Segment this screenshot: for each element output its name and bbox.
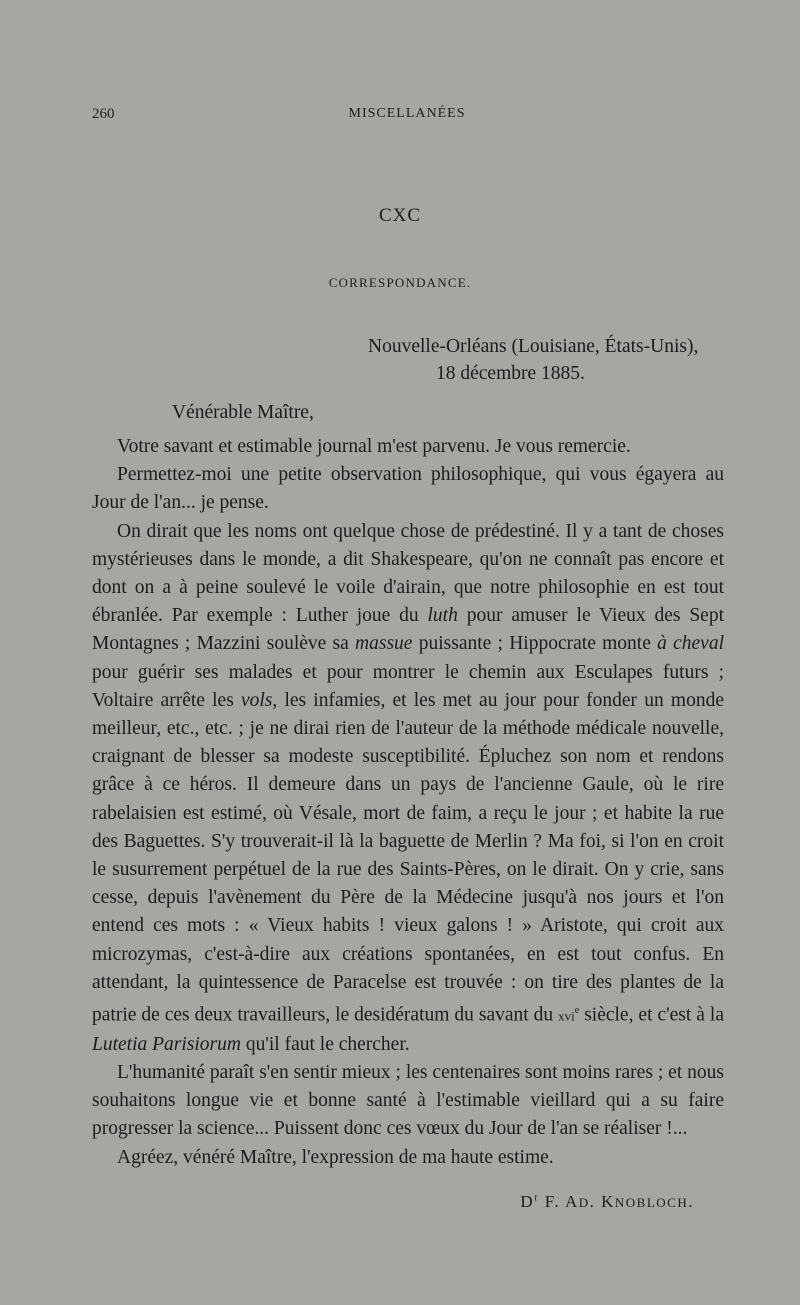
section-title: CORRESPONDANCE. [328,275,472,290]
century-numeral: xvi [558,1008,575,1024]
paragraph: Permettez-moi une petite observation philosophique, qui vous égayera au Jour de l'an... je pense. [92,464,724,514]
italic-word: vols [240,689,273,711]
text-run: , les infamies, et les met au jour pour fonder un monde meilleur, etc., etc. ; je ne dirai rien de l'auteur de la méthode médicale nouvelle, craignant de blesser sa modeste susceptibilité. Épluchez son nom et rendons grâce à ce héros. Il demeure dans un pays de l'ancienne Gaule, où le rire rabelaisien est estimé, où Vésale, mort de faim, a reçu le jour ; et habite la rue des Baguettes. S'y trouverait-il là la baguette de Merlin ? Ma foi, si l'on en croit le susurrement perpétuel de la rue des Saints-Pères, on le dirait. On y crie, sans cesse, depuis l'avènement du Père de la Médecine jusqu'à nos jours et l'on entend ces mots : « Vieux habits ! vieux galons ! » Aristote, qui croit aux microzymas, c'est-à-dire aux créations spontanées, en est tout confus. En attendant, la quintessence de Paracelse est trouvée : on tire des plantes de la patrie de ces deux travailleurs, le desidératum du savant du [92,689,724,1026]
dateline [368,333,698,387]
text-run: On dirait que les noms ont quelque chose de prédestiné. Il y a tant de choses mystérieuses dans le monde, a dit Shakespeare, qu'on ne connaît pas encore et dont on a à peine soulevé le voile d'airain, que notre philosophie en est tout ébranlée. Par exemple : Luther joue du [92,520,724,627]
signature-k: K [601,1192,615,1211]
century-superscript: e [574,1005,580,1017]
letter-body [92,433,724,1172]
paragraph [92,518,724,1059]
section-number: CXC [378,205,422,226]
signature-title-sup: r [534,1192,540,1204]
italic-word: luth [427,605,458,627]
signature [520,1192,694,1212]
italic-word: massue [355,633,413,655]
dateline-date: 18 décembre 1885. [436,363,585,384]
text-run: siècle, et c'est à la [579,1004,724,1026]
signature-dot: . [589,1192,596,1211]
italic-word: à cheval [657,633,724,655]
signature-surname: NOBLOCH [614,1195,689,1210]
signature-title: D [520,1192,535,1211]
italic-phrase: Lutetia Parisiorum [92,1033,241,1055]
running-head: MISCELLANÉES [348,106,466,121]
signature-end: . [688,1192,694,1211]
signature-initial: F. [544,1192,561,1211]
text-run: qu'il faut le chercher. [240,1033,410,1055]
signature-d: D [578,1195,590,1210]
closing-line: Agréez, vénéré Maître, l'expression de ma haute estime. [117,1146,554,1168]
signature-a: A [564,1192,579,1211]
page-number: 260 [92,106,115,122]
text-run: pour amuser le Vieux des Sept Montagnes ; Mazzini soulève sa [92,605,725,655]
text-run: pour guérir ses malades et pour montrer le chemin aux Esculapes futurs ; Voltaire arrête les [92,661,724,711]
text-run: puissante ; Hippocrate monte [412,633,658,655]
dateline-place: Nouvelle-Orléans (Louisiane, États-Unis), [368,336,699,357]
salutation: Vénérable Maître, [172,402,314,423]
page-header [92,106,722,126]
paragraph: Votre savant et estimable journal m'est parvenu. Je vous remercie. [117,436,631,457]
paragraph: L'humanité paraît s'en sentir mieux ; les centenaires sont moins rares ; et nous souhaitons longue vie et bonne santé à l'estimable vieillard qui a su faire progresser la science... Puissent donc ces vœux du Jour de l'an se réaliser !... [92,1061,724,1140]
